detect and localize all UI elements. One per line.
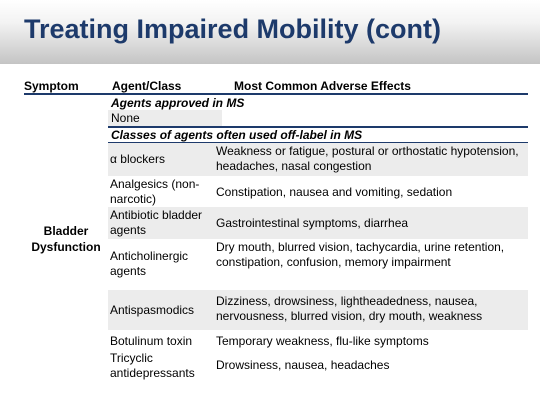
effects-cell: Dry mouth, blurred vision, tachycardia, urine retention, constipation, confusion, memory impairment [216,240,505,269]
effects-cell: Weakness or fatigue, postural or orthostatic hypotension, headaches, nasal congestion [216,144,519,173]
row-none-blank [222,110,528,126]
agent-cell: Antibiotic bladder agents [110,208,203,237]
agent-cell: Botulinum toxin [110,334,193,348]
effects-cell: Temporary weakness, flu-like symptoms [216,334,429,348]
effects-cell: Dizziness, drowsiness, lightheadedness, nausea, nervousness, blurred vision, dry mouth, weakness [216,294,483,323]
agent-cell: Anticholinergic agents [110,249,189,278]
approved-none: None [111,111,140,125]
symptom-label: Bladder Dysfunction [31,224,101,254]
slide-title: Treating Impaired Mobility (cont) [24,14,442,44]
section-approved: Agents approved in MS [111,96,245,110]
agent-cell: Tricyclic antidepressants [110,351,195,380]
section-offlabel: Classes of agents often used off-label in MS [111,128,363,142]
header-rule [24,93,528,95]
agent-cell: Antispasmodics [110,303,195,317]
effects-cell: Gastrointestinal symptoms, diarrhea [216,216,409,230]
header-effects: Most Common Adverse Effects [234,79,411,93]
effects-cell: Drowsiness, nausea, headaches [216,358,390,372]
header-agent: Agent/Class [112,79,182,93]
agent-cell: Analgesics (non-narcotic) [110,177,200,206]
effects-cell: Constipation, nausea and vomiting, sedation [216,185,453,199]
header-symptom: Symptom [24,79,79,93]
agent-cell: α blockers [110,152,165,166]
